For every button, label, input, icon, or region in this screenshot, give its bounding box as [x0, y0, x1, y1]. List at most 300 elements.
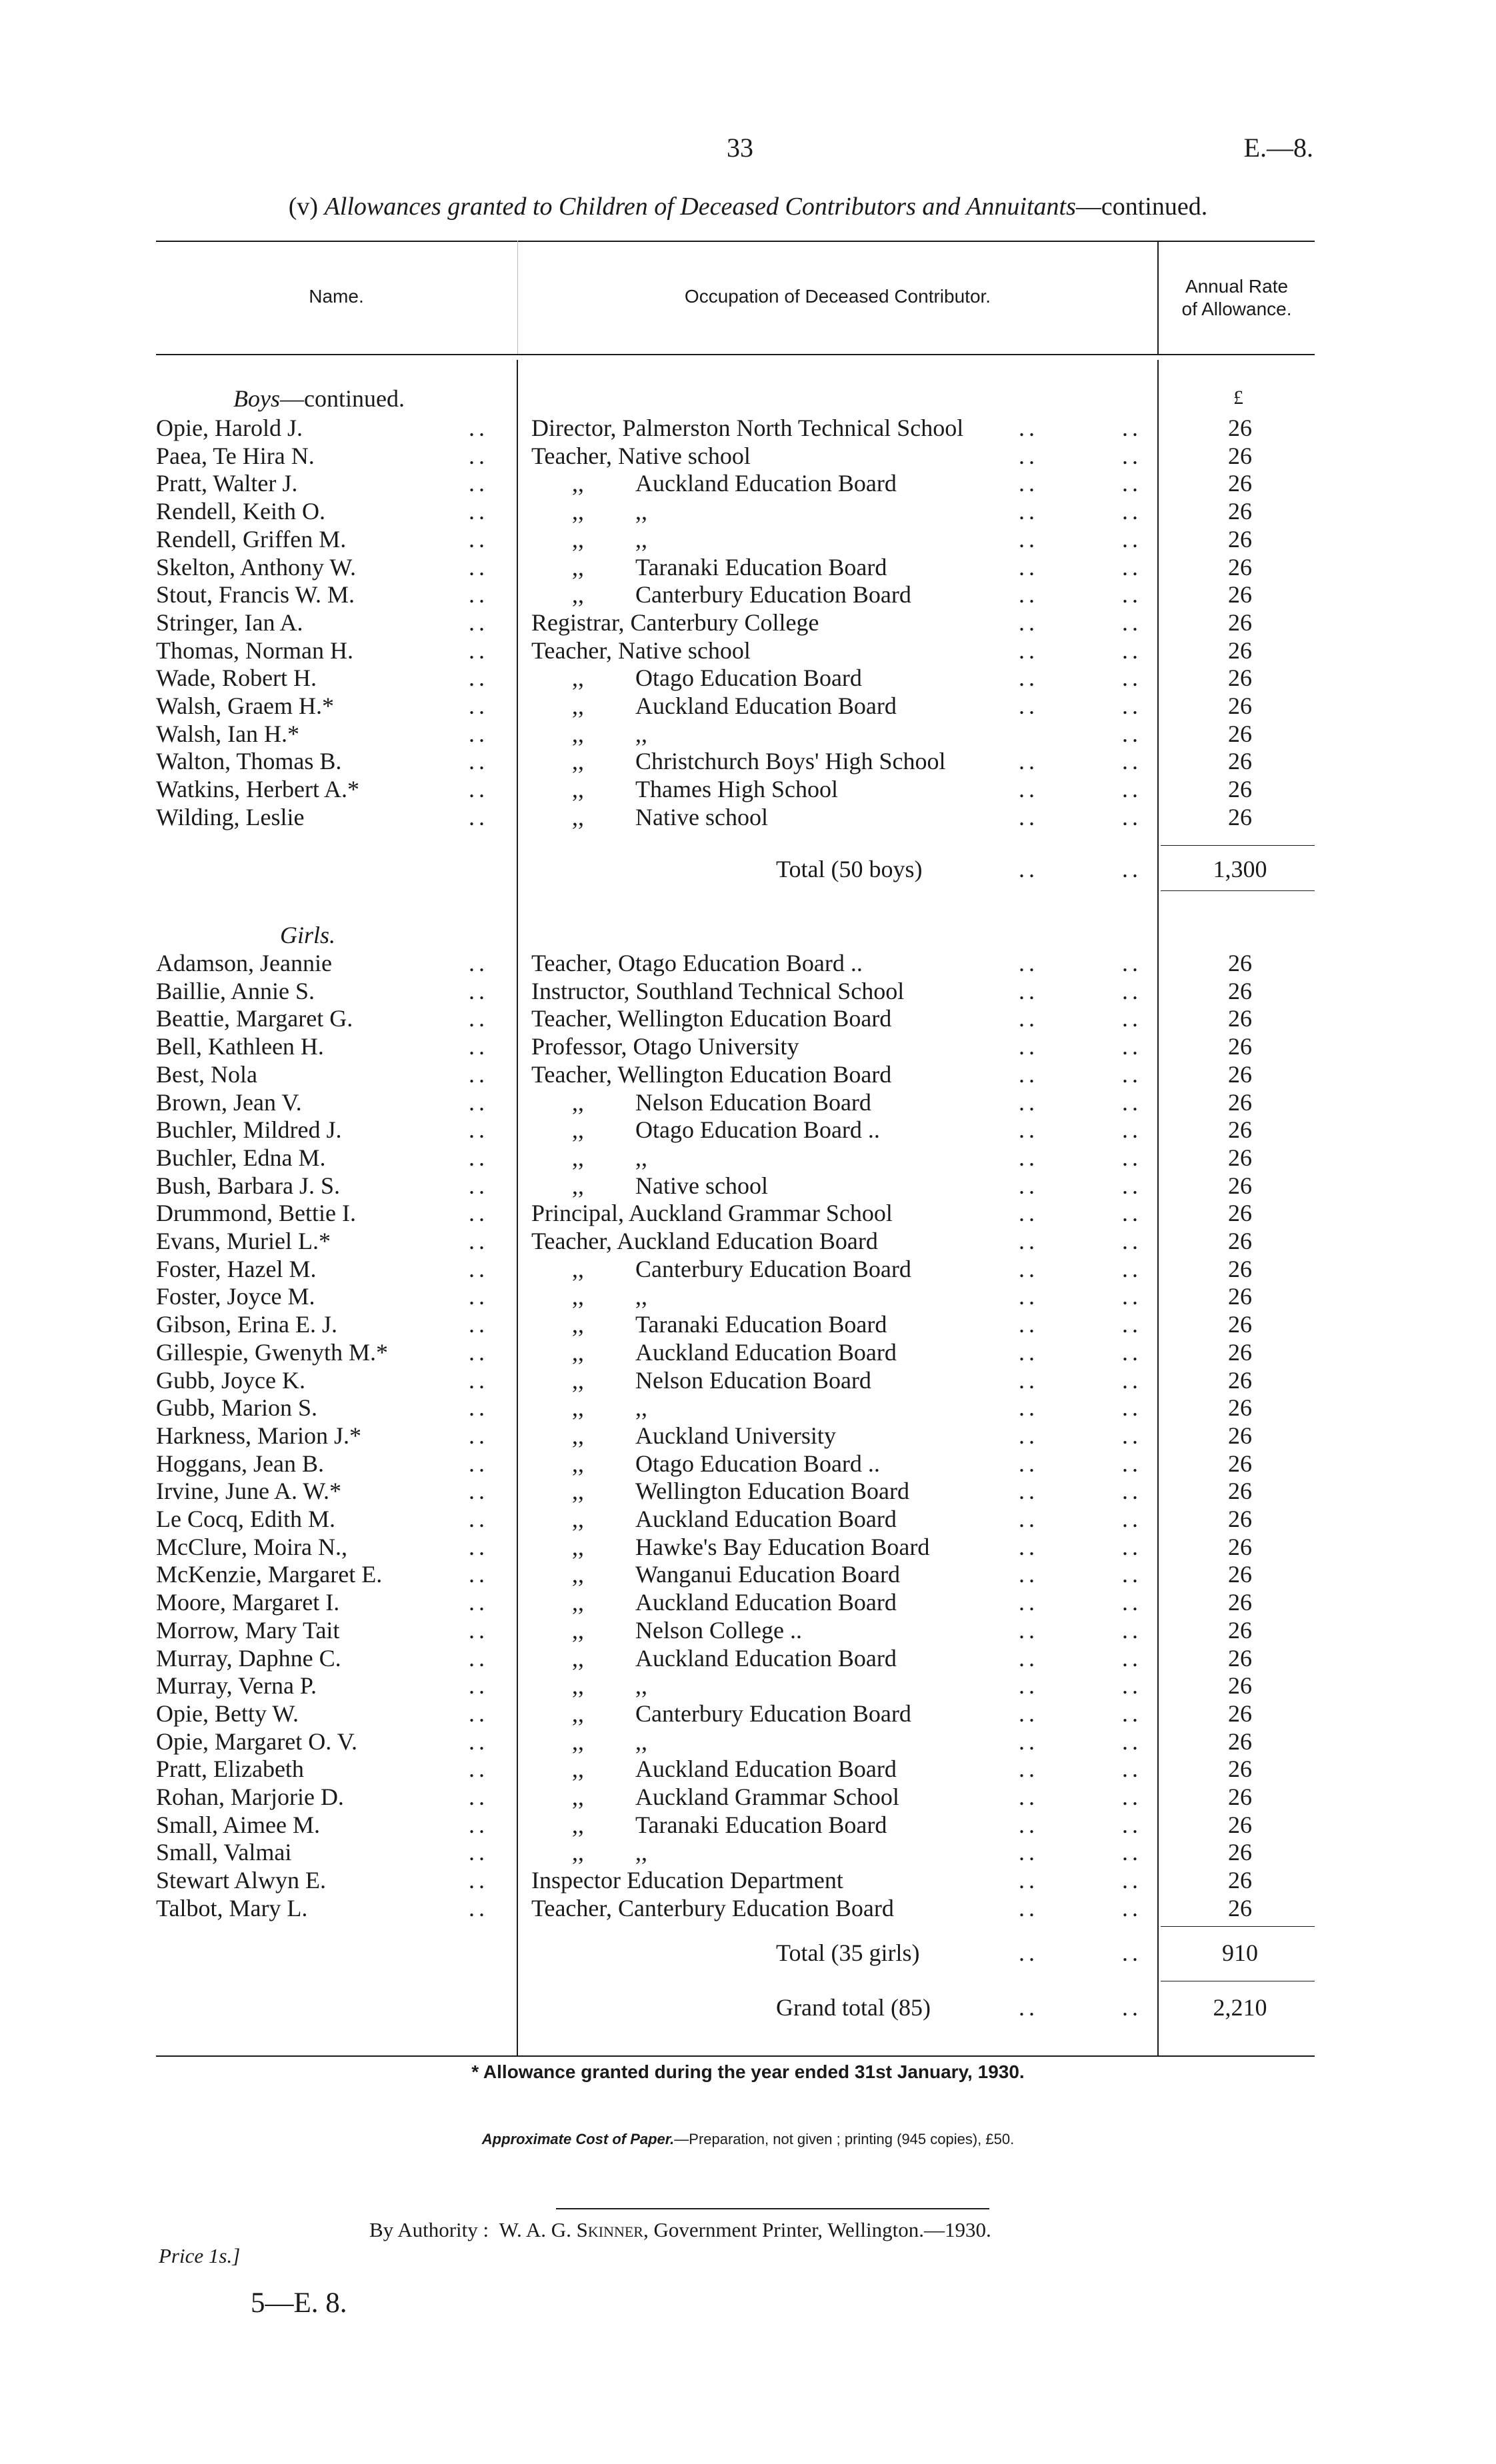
allowance-amount: 26 [1228, 415, 1252, 441]
leader-dots: .. [1019, 1784, 1039, 1810]
leader-dots: .. [1122, 415, 1142, 441]
ditto-mark: ,, [572, 1283, 584, 1310]
leader-dots: .. [469, 1616, 489, 1644]
ditto-mark: ,, [572, 1311, 584, 1338]
girls-subtotal-rule [1161, 1926, 1315, 1927]
leader-dots: .. [469, 1033, 489, 1060]
leader-dots: .. [1122, 1005, 1142, 1032]
occupation-detail: Native school [635, 803, 768, 830]
ditto-mark: ,, [572, 664, 584, 692]
leader-dots: .. [469, 1005, 489, 1032]
leader-dots: .. [1019, 1116, 1039, 1144]
table-row [0, 1338, 1496, 1366]
allowance-amount: 26 [1228, 1561, 1252, 1588]
leader-dots: .. [469, 1478, 489, 1505]
occupation-detail: ,, [635, 498, 647, 525]
table-row [0, 1533, 1496, 1561]
leader-dots: .. [1019, 1283, 1039, 1310]
leader-dots: .. [1019, 1839, 1039, 1866]
leader-dots: .. [1122, 1672, 1142, 1700]
leader-dots: .. [469, 803, 489, 830]
allowance-amount: 26 [1228, 1116, 1252, 1144]
header-rate-line-1: Annual Rate [1185, 276, 1289, 297]
leader-dots: .. [1122, 1644, 1142, 1672]
allowance-amount: 26 [1228, 692, 1252, 719]
child-name: Thomas, Norman H. [156, 636, 353, 664]
child-name: Gubb, Marion S. [156, 1394, 317, 1422]
leader-dots: .. [1019, 1060, 1039, 1088]
allowance-amount: 26 [1228, 1894, 1252, 1921]
leader-dots: .. [469, 1088, 489, 1116]
occupation: Principal, Auckland Grammar School [531, 1200, 893, 1227]
allowance-amount: 26 [1228, 1060, 1252, 1088]
caption-title: Allowances granted to Children of Deceased Contributors and Annuitants [324, 193, 1076, 221]
table-row [0, 1144, 1496, 1172]
leader-dots: .. [469, 1394, 489, 1422]
table-row [0, 747, 1496, 775]
occupation-detail: Nelson Education Board [635, 1366, 871, 1394]
leader-dots: .. [1019, 470, 1039, 497]
table-row [0, 469, 1496, 497]
allowance-amount: 26 [1228, 1005, 1252, 1032]
leader-dots: .. [469, 1839, 489, 1866]
table-row [0, 1422, 1496, 1450]
leader-dots: .. [1122, 581, 1142, 609]
allowance-amount: 26 [1228, 1422, 1252, 1449]
occupation-detail: Native school [635, 1172, 768, 1199]
table-row [0, 977, 1496, 1005]
child-name: Adamson, Jeannie [156, 950, 332, 976]
leader-dots: .. [1019, 415, 1039, 441]
leader-dots: .. [1122, 609, 1142, 636]
occupation-detail: Auckland Education Board [635, 692, 897, 719]
allowance-amount: 26 [1228, 950, 1252, 976]
header-bottom-rule [156, 354, 1315, 355]
ditto-mark: ,, [572, 1644, 584, 1672]
ditto-mark: ,, [572, 776, 584, 803]
child-name: Talbot, Mary L. [156, 1894, 308, 1921]
leader-dots: .. [1122, 1116, 1142, 1144]
occupation-detail: Taranaki Education Board [635, 553, 887, 581]
occupation: Teacher, Otago Education Board .. [531, 950, 863, 976]
leader-dots: .. [1122, 553, 1142, 581]
leader-dots: .. [469, 1533, 489, 1560]
table-row [0, 1088, 1496, 1116]
leader-dots: .. [1122, 1894, 1142, 1921]
leader-dots: .. [1019, 1644, 1039, 1672]
occupation: Teacher, Wellington Education Board [531, 1060, 892, 1088]
child-name: Walsh, Graem H.* [156, 692, 335, 719]
table-row [0, 581, 1496, 609]
grand-total-dots-2: .. [1122, 1994, 1142, 2021]
allowance-amount: 26 [1228, 720, 1252, 747]
leader-dots: .. [469, 442, 489, 469]
grand-total-amount: 2,210 [1213, 1994, 1267, 2021]
girls-total-dots-2: .. [1122, 1939, 1142, 1966]
leader-dots: .. [469, 720, 489, 747]
leader-dots: .. [469, 498, 489, 525]
ditto-mark: ,, [572, 1478, 584, 1505]
table-row [0, 553, 1496, 581]
ditto-mark: ,, [572, 1672, 584, 1700]
authority-prefix: By Authority : [369, 2218, 489, 2241]
leader-dots: .. [469, 1867, 489, 1894]
leader-dots: .. [1019, 609, 1039, 636]
table-row [0, 1644, 1496, 1672]
table-row [0, 1366, 1496, 1394]
leader-dots: .. [1122, 1450, 1142, 1477]
price: Price 1s.] [159, 2244, 241, 2267]
leader-dots: .. [1122, 1366, 1142, 1394]
ditto-mark: ,, [572, 1561, 584, 1588]
child-name: Buchler, Mildred J. [156, 1116, 342, 1144]
leader-dots: .. [469, 748, 489, 775]
ditto-mark: ,, [572, 1839, 584, 1866]
child-name: Brown, Jean V. [156, 1088, 302, 1116]
occupation-detail: Auckland Education Board [635, 1644, 897, 1672]
child-name: Gillespie, Gwenyth M.* [156, 1338, 388, 1366]
leader-dots: .. [469, 1255, 489, 1282]
leader-dots: .. [1122, 636, 1142, 664]
ditto-mark: ,, [572, 1116, 584, 1144]
ditto-mark: ,, [572, 1811, 584, 1838]
occupation-detail: Auckland Education Board [635, 1756, 897, 1783]
ditto-mark: ,, [572, 1422, 584, 1449]
leader-dots: .. [1019, 1311, 1039, 1338]
boys-total-dots-1: .. [1019, 856, 1039, 882]
leader-dots: .. [1019, 1478, 1039, 1505]
child-name: Wade, Robert H. [156, 664, 317, 692]
table-row [0, 1838, 1496, 1866]
leader-dots: .. [1019, 1366, 1039, 1394]
table-row [0, 1450, 1496, 1478]
table-row [0, 1560, 1496, 1588]
leader-dots: .. [1122, 1088, 1142, 1116]
ditto-mark: ,, [572, 1700, 584, 1727]
occupation-detail: Canterbury Education Board [635, 581, 911, 609]
leader-dots: .. [1122, 1200, 1142, 1227]
leader-dots: .. [1019, 636, 1039, 664]
occupation-detail: Nelson College .. [635, 1616, 802, 1644]
child-name: Opie, Margaret O. V. [156, 1728, 357, 1755]
child-name: Murray, Verna P. [156, 1672, 317, 1700]
boys-total-label: Total (50 boys) [776, 856, 923, 882]
allowance-amount: 26 [1228, 1616, 1252, 1644]
child-name: Pratt, Elizabeth [156, 1756, 304, 1783]
allowance-amount: 26 [1228, 581, 1252, 609]
leader-dots: .. [1122, 1172, 1142, 1199]
leader-dots: .. [469, 776, 489, 803]
allowance-amount: 26 [1228, 1283, 1252, 1310]
boys-heading [233, 385, 405, 413]
leader-dots: .. [1019, 1144, 1039, 1171]
leader-dots: .. [1122, 1811, 1142, 1838]
ditto-mark: ,, [572, 581, 584, 609]
leader-dots: .. [469, 1116, 489, 1144]
child-name: Moore, Margaret I. [156, 1589, 340, 1616]
leader-dots: .. [1122, 1616, 1142, 1644]
table-row [0, 1616, 1496, 1644]
leader-dots: .. [469, 1561, 489, 1588]
leader-dots: .. [1122, 977, 1142, 1004]
ditto-mark: ,, [572, 1784, 584, 1810]
child-name: Stout, Francis W. M. [156, 581, 355, 609]
table-row [0, 1477, 1496, 1505]
occupation: Teacher, Native school [531, 442, 751, 469]
page-number: 33 [727, 133, 753, 163]
header-name: Name. [309, 286, 364, 307]
table-top-rule [156, 241, 1315, 242]
authority-line [369, 2218, 991, 2242]
occupation: Teacher, Auckland Education Board [531, 1228, 878, 1254]
leader-dots: .. [469, 1506, 489, 1532]
leader-dots: .. [469, 636, 489, 664]
allowance-amount: 26 [1228, 1756, 1252, 1783]
table-row [0, 1866, 1496, 1894]
table-row [0, 497, 1496, 525]
leader-dots: .. [469, 415, 489, 441]
child-name: Drummond, Bettie I. [156, 1200, 356, 1227]
allowance-amount: 26 [1228, 1672, 1252, 1700]
leader-dots: .. [1122, 1422, 1142, 1449]
allowance-amount: 26 [1228, 442, 1252, 469]
allowance-amount: 26 [1228, 1533, 1252, 1560]
allowance-amount: 26 [1228, 1784, 1252, 1810]
table-row [0, 949, 1496, 977]
leader-dots: .. [1019, 1811, 1039, 1838]
table-row [0, 1060, 1496, 1088]
leader-dots: .. [1122, 1589, 1142, 1616]
leader-dots: .. [1019, 1867, 1039, 1894]
leader-dots: .. [1122, 1784, 1142, 1810]
allowance-amount: 26 [1228, 1172, 1252, 1199]
leader-dots: .. [1019, 1394, 1039, 1422]
table-row [0, 1282, 1496, 1310]
leader-dots: .. [1122, 1228, 1142, 1254]
ditto-mark: ,, [572, 1450, 584, 1477]
table-bottom-rule [156, 2055, 1315, 2057]
leader-dots: .. [469, 664, 489, 692]
leader-dots: .. [469, 1894, 489, 1921]
table-row [0, 1588, 1496, 1616]
occupation-detail: Wellington Education Board [635, 1478, 910, 1505]
ditto-mark: ,, [572, 1616, 584, 1644]
leader-dots: .. [469, 1200, 489, 1227]
boys-total-row [0, 854, 1496, 884]
leader-dots: .. [1019, 442, 1039, 469]
occupation: Teacher, Canterbury Education Board [531, 1894, 894, 1921]
leader-dots: .. [469, 553, 489, 581]
caption-prefix: (v) [288, 193, 325, 221]
leader-dots: .. [1019, 664, 1039, 692]
leader-dots: .. [1122, 1756, 1142, 1783]
occupation-detail: Nelson Education Board [635, 1088, 871, 1116]
leader-dots: .. [1122, 1311, 1142, 1338]
occupation: Professor, Otago University [531, 1033, 799, 1060]
occupation-detail: ,, [635, 1728, 647, 1755]
child-name: Wilding, Leslie [156, 803, 305, 830]
child-name: Foster, Joyce M. [156, 1283, 315, 1310]
child-name: Hoggans, Jean B. [156, 1450, 324, 1477]
leader-dots: .. [469, 1700, 489, 1727]
allowance-amount: 26 [1228, 664, 1252, 692]
leader-dots: .. [1019, 1172, 1039, 1199]
table-row [0, 664, 1496, 692]
ditto-mark: ,, [572, 525, 584, 553]
child-name: Foster, Hazel M. [156, 1255, 317, 1282]
leader-dots: .. [469, 1644, 489, 1672]
leader-dots: .. [469, 1784, 489, 1810]
table-row [0, 1672, 1496, 1700]
leader-dots: .. [1019, 498, 1039, 525]
ditto-mark: ,, [572, 720, 584, 747]
printer-name: W. A. G. Skinner, [499, 2218, 649, 2241]
table-row [0, 1199, 1496, 1227]
occupation-detail: ,, [635, 1144, 647, 1171]
girls-total-label: Total (35 girls) [776, 1939, 920, 1966]
occupation: Director, Palmerston North Technical School [531, 415, 964, 441]
allowance-amount: 26 [1228, 553, 1252, 581]
ditto-mark: ,, [572, 1506, 584, 1532]
boys-total-dots-2: .. [1122, 856, 1142, 882]
leader-dots: .. [469, 1589, 489, 1616]
leader-dots: .. [469, 950, 489, 976]
leader-dots: .. [1019, 1005, 1039, 1032]
child-name: Paea, Te Hira N. [156, 442, 315, 469]
header-occupation: Occupation of Deceased Contributor. [684, 286, 991, 307]
leader-dots: .. [1019, 525, 1039, 553]
occupation-detail: Hawke's Bay Education Board [635, 1533, 930, 1560]
allowance-amount: 26 [1228, 1644, 1252, 1672]
child-name: Rendell, Keith O. [156, 498, 325, 525]
allowance-amount: 26 [1228, 525, 1252, 553]
leader-dots: .. [469, 1283, 489, 1310]
ditto-mark: ,, [572, 1728, 584, 1755]
boys-heading-label: Boys [233, 385, 280, 412]
leader-dots: .. [1019, 1033, 1039, 1060]
child-name: Buchler, Edna M. [156, 1144, 326, 1171]
occupation-detail: ,, [635, 1672, 647, 1700]
leader-dots: .. [469, 1060, 489, 1088]
grand-total-label: Grand total (85) [776, 1994, 931, 2021]
child-name: Stewart Alwyn E. [156, 1867, 326, 1894]
leader-dots: .. [1122, 498, 1142, 525]
child-name: Walton, Thomas B. [156, 748, 342, 775]
table-row [0, 525, 1496, 553]
occupation-detail: ,, [635, 1283, 647, 1310]
occupation-detail: ,, [635, 720, 647, 747]
leader-dots: .. [1122, 1144, 1142, 1171]
leader-dots: .. [469, 1756, 489, 1783]
allowance-amount: 26 [1228, 636, 1252, 664]
leader-dots: .. [1122, 950, 1142, 976]
girls-heading: Girls. [280, 922, 336, 948]
child-name: Harkness, Marion J.* [156, 1422, 361, 1449]
occupation-detail: Taranaki Education Board [635, 1311, 887, 1338]
grand-total-row [0, 1992, 1496, 2023]
ditto-mark: ,, [572, 470, 584, 497]
table-row [0, 1755, 1496, 1783]
leader-dots: .. [469, 1450, 489, 1477]
leader-dots: .. [1019, 553, 1039, 581]
leader-dots: .. [1019, 1728, 1039, 1755]
table-row [0, 692, 1496, 720]
table-row [0, 1227, 1496, 1255]
leader-dots: .. [1019, 692, 1039, 719]
leader-dots: .. [1122, 776, 1142, 803]
leader-dots: .. [469, 692, 489, 719]
allowance-amount: 26 [1228, 1839, 1252, 1866]
leader-dots: .. [1122, 1033, 1142, 1060]
table-row [0, 803, 1496, 831]
leader-dots: .. [469, 1811, 489, 1838]
allowance-amount: 26 [1228, 470, 1252, 497]
leader-dots: .. [1122, 803, 1142, 830]
occupation-detail: Wanganui Education Board [635, 1561, 900, 1588]
leader-dots: .. [469, 977, 489, 1004]
leader-dots: .. [1122, 442, 1142, 469]
allowance-amount: 26 [1228, 748, 1252, 775]
child-name: Beattie, Margaret G. [156, 1005, 353, 1032]
child-name: Walsh, Ian H.* [156, 720, 300, 747]
leader-dots: .. [469, 1672, 489, 1700]
header-rate-line-2: of Allowance. [1181, 299, 1292, 319]
leader-dots: .. [469, 609, 489, 636]
ditto-mark: ,, [572, 748, 584, 775]
child-name: Rohan, Marjorie D. [156, 1784, 344, 1810]
table-row [0, 1811, 1496, 1839]
allowance-amount: 26 [1228, 1867, 1252, 1894]
leader-dots: .. [1122, 1561, 1142, 1588]
allowance-amount: 26 [1228, 609, 1252, 636]
boys-subtotal-rule [1161, 845, 1315, 846]
leader-dots: .. [469, 1172, 489, 1199]
authority-rule [556, 2208, 989, 2209]
leader-dots: .. [469, 1144, 489, 1171]
leader-dots: .. [1019, 1616, 1039, 1644]
ditto-mark: ,, [572, 1533, 584, 1560]
allowance-amount: 26 [1228, 776, 1252, 803]
occupation-detail: Auckland University [635, 1422, 836, 1449]
child-name: Small, Aimee M. [156, 1811, 320, 1838]
child-name: Small, Valmai [156, 1839, 292, 1866]
child-name: Evans, Muriel L.* [156, 1228, 331, 1254]
leader-dots: .. [1019, 776, 1039, 803]
table-row [0, 636, 1496, 664]
cost-note [0, 2131, 1496, 2148]
occupation-detail: Auckland Education Board [635, 1589, 897, 1616]
table-row [0, 1004, 1496, 1032]
allowance-amount: 26 [1228, 1033, 1252, 1060]
leader-dots: .. [469, 1366, 489, 1394]
ditto-mark: ,, [572, 1255, 584, 1282]
child-name: McKenzie, Margaret E. [156, 1561, 383, 1588]
leader-dots: .. [1122, 748, 1142, 775]
ditto-mark: ,, [572, 1144, 584, 1171]
table-row [0, 1894, 1496, 1922]
occupation-detail: ,, [635, 1839, 647, 1866]
ditto-mark: ,, [572, 498, 584, 525]
occupation-detail: ,, [635, 1394, 647, 1422]
header-rate [1159, 275, 1315, 321]
leader-dots: .. [1019, 803, 1039, 830]
leader-dots: .. [469, 1422, 489, 1449]
leader-dots: .. [1019, 1533, 1039, 1560]
occupation-detail: Canterbury Education Board [635, 1700, 911, 1727]
allowance-amount: 26 [1228, 1338, 1252, 1366]
allowance-amount: 26 [1228, 803, 1252, 830]
occupation-detail: Otago Education Board .. [635, 1450, 880, 1477]
